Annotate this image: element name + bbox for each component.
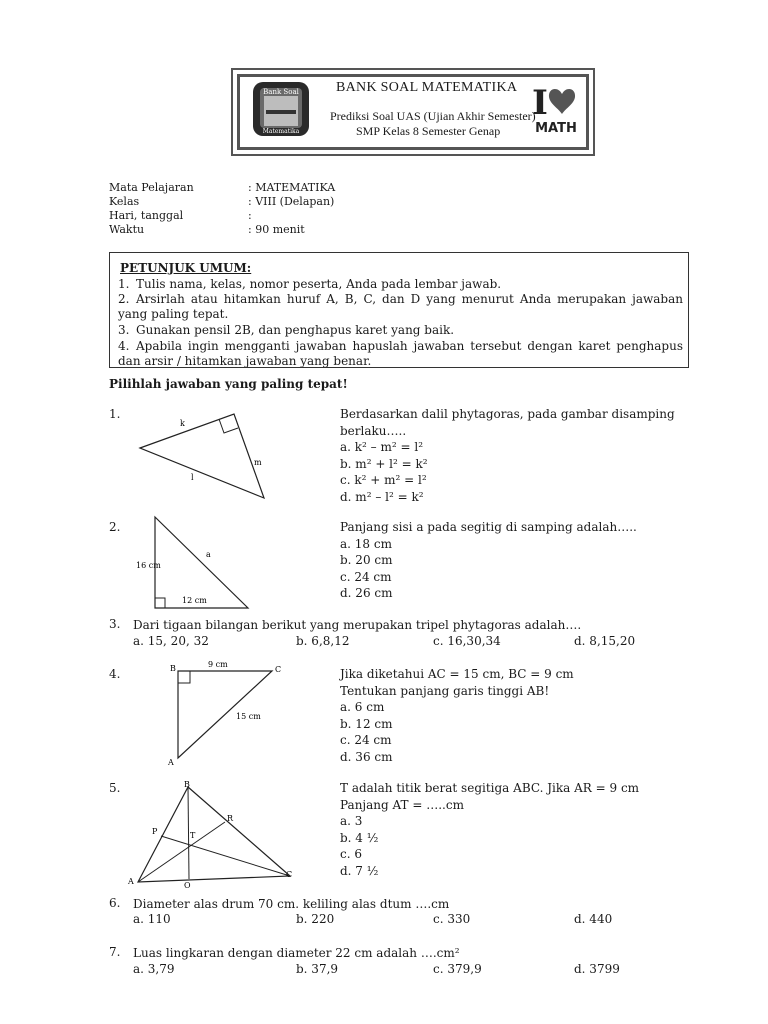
question-number-6: 6. [109,896,121,910]
q5-label-A: A [128,877,134,886]
q3-option-a[interactable]: a. 15, 20, 32 [133,634,209,648]
q1-triangle-figure [138,410,268,502]
header-subtitle-1: Prediksi Soal UAS (Ujian Akhir Semester) [330,109,536,123]
q4-label-A: A [168,758,174,767]
info-value-class: : VIII (Delapan) [248,195,335,208]
info-value-time: : 90 menit [248,223,305,236]
instruction-text: Apabila ingin mengganti jawaban hapuslah jawaban tersebut dengan karet penghapus dan arsir / hitamkan jawaban yang benar. [118,339,683,368]
instruction-text: Tulis nama, kelas, nomor peserta, Anda pada lembar jawab. [136,277,502,291]
q2-option-a[interactable]: a. 18 cm [340,536,392,551]
instruction-item [118,277,683,292]
q5-triangle-figure [124,778,296,888]
q5-label-B: B [184,780,190,789]
header-subtitle-2: SMP Kelas 8 Semester Genap [356,124,501,138]
question-number-5: 5. [109,781,121,795]
q3-text: Dari tigaan bilangan berikut yang merupakan tripel phytagoras adalah…. [133,618,582,632]
q4-triangle-figure [166,658,286,768]
q6-option-c[interactable]: c. 330 [433,912,471,926]
q4-label-C: C [275,665,282,674]
instructions-title: PETUNJUK UMUM: [120,261,252,275]
q2-option-d[interactable]: d. 26 cm [340,586,393,600]
question-number-7: 7. [109,945,121,959]
question-number-1: 1. [109,407,121,421]
q1-text [340,406,675,505]
instruction-item [118,292,683,322]
q1-text-line-2: berlaku….. [340,423,407,438]
q2-option-c[interactable]: c. 24 cm [340,569,392,584]
instruction-number: 4. [118,339,130,353]
q4-label-15cm: 15 cm [236,712,261,721]
main-instruction: Pilihlah jawaban yang paling tepat! [109,377,348,391]
love-math-text: MATH [535,121,577,136]
q4-text-line-1: Jika diketahui AC = 15 cm, BC = 9 cm [340,667,574,681]
q2-triangle-figure [134,514,252,612]
q1-text-line-1: Berdasarkan dalil phytagoras, pada gambar disamping [340,407,675,421]
q5-label-R: R [227,814,234,823]
q1-option-c[interactable]: c. k² + m² = l² [340,473,427,487]
q3-option-b[interactable]: b. 6,8,12 [296,634,350,648]
logo-text-top: Bank Soal [263,88,299,96]
instruction-item [118,323,683,338]
q5-text [340,780,639,879]
instruction-text: Arsirlah atau hitamkan huruf A, B, C, dan D yang menurut Anda merupakan jawaban yang paling tepat. [118,292,683,321]
instruction-number: 2. [118,292,130,306]
q5-text-line-1: T adalah titik berat segitiga ABC. Jika AR = 9 cm [340,781,640,795]
i-love-math-logo [528,80,584,138]
info-label-class: Kelas [109,195,140,208]
bank-soal-logo [250,80,312,138]
info-label-time: Waktu [109,223,145,236]
instructions-box [109,252,689,368]
q1-option-a[interactable]: a. k² – m² = l² [340,440,424,454]
q6-option-a[interactable]: a. 110 [133,912,171,926]
question-number-2: 2. [109,520,121,534]
q5-option-c[interactable]: c. 6 [340,847,362,861]
q5-text-line-2: Panjang AT = …..cm [340,797,464,812]
info-label-date: Hari, tanggal [109,209,184,222]
q7-option-a[interactable]: a. 3,79 [133,962,175,976]
q4-text-line-2: Tentukan panjang garis tinggi AB! [340,683,550,698]
q5-option-d[interactable]: d. 7 ½ [340,863,379,878]
q4-option-b[interactable]: b. 12 cm [340,716,393,731]
instruction-item [118,339,683,368]
q4-label-9cm: 9 cm [208,660,228,669]
q5-option-b[interactable]: b. 4 ½ [340,830,379,845]
q7-text: Luas lingkaran dengan diameter 22 cm adalah ….cm² [133,946,460,960]
q7-option-d[interactable]: d. 3799 [574,962,620,976]
q2-label-12cm: 12 cm [182,596,207,605]
question-number-4: 4. [109,667,121,681]
heart-icon [549,89,575,114]
love-i-text: I [532,83,548,123]
q2-label-a: a [206,550,211,559]
q1-label-m: m [254,458,262,467]
instruction-text: Gunakan pensil 2B, dan penghapus karet yang baik. [136,323,455,337]
q5-label-Q: Q [184,881,191,888]
q2-option-b[interactable]: b. 20 cm [340,553,393,567]
info-value-subject: : MATEMATIKA [248,181,336,194]
q1-label-k: k [180,419,185,428]
q3-option-d[interactable]: d. 8,15,20 [574,634,636,648]
logo-text-bottom: Matematika [262,128,300,135]
q5-label-C: C [286,870,293,879]
q5-label-P: P [152,827,158,836]
q2-text [340,519,637,602]
q2-label-16cm: 16 cm [136,561,161,570]
q5-option-a[interactable]: a. 3 [340,814,363,828]
q4-option-c[interactable]: c. 24 cm [340,733,392,747]
info-value-date: : [248,209,252,222]
q1-option-d[interactable]: d. m² – l² = k² [340,489,424,504]
q6-option-d[interactable]: d. 440 [574,912,613,926]
q5-label-T: T [190,831,196,840]
q4-text [340,666,574,765]
q6-text: Diameter alas drum 70 cm. keliling alas dtum ….cm [133,897,450,911]
q6-option-b[interactable]: b. 220 [296,912,335,926]
q2-text-line: Panjang sisi a pada segitig di samping adalah….. [340,520,637,534]
q4-option-d[interactable]: d. 36 cm [340,749,393,764]
question-number-3: 3. [109,617,121,631]
info-label-subject: Mata Pelajaran [109,181,194,194]
q4-option-a[interactable]: a. 6 cm [340,700,385,714]
q7-option-b[interactable]: b. 37,9 [296,962,339,976]
header-title: BANK SOAL MATEMATIKA [336,80,518,95]
instruction-number: 1. [118,277,130,291]
q1-label-l: l [191,473,194,482]
q4-label-B: B [170,664,176,673]
q3-option-c[interactable]: c. 16,30,34 [433,634,501,648]
q1-option-b[interactable]: b. m² + l² = k² [340,456,428,471]
q7-option-c[interactable]: c. 379,9 [433,962,482,976]
instruction-number: 3. [118,323,130,337]
